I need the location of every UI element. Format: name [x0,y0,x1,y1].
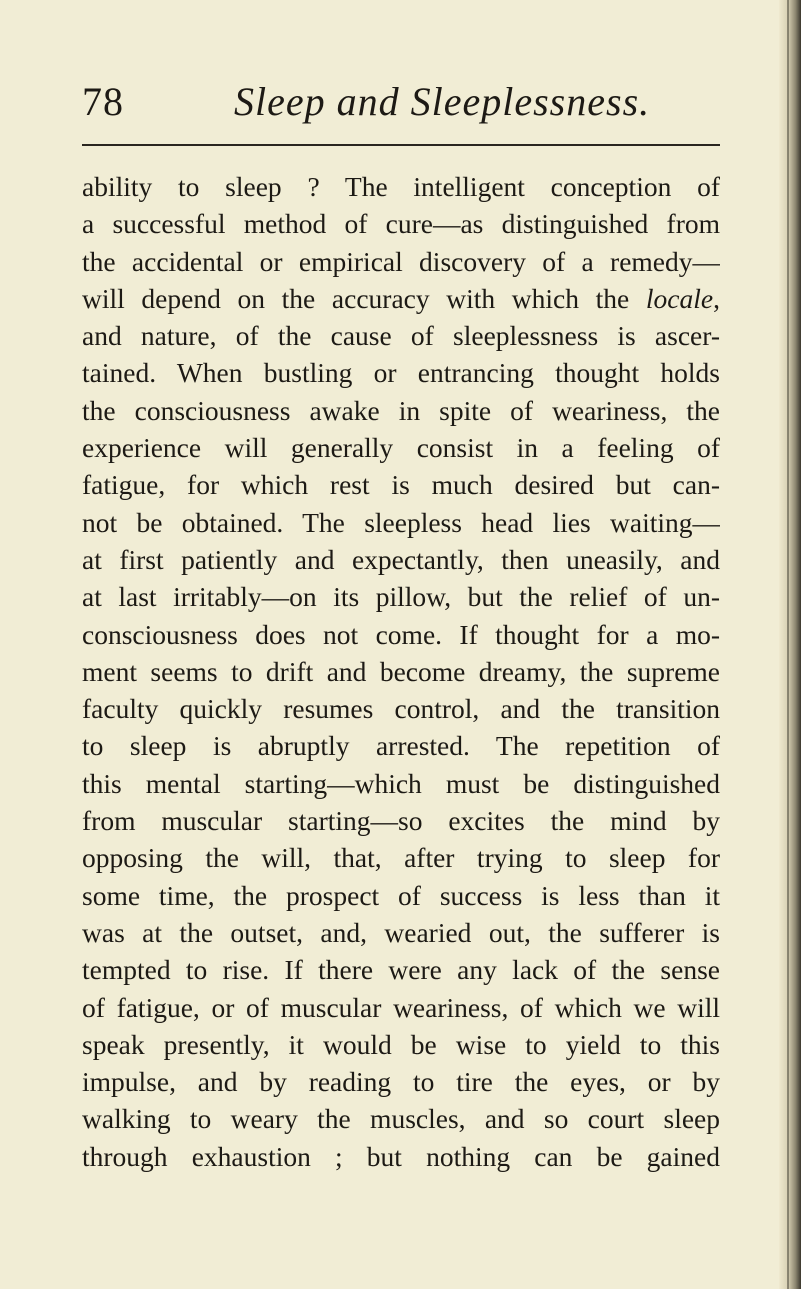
text-line: experience will generally consist in a feeling of [82,432,720,464]
text-line: at first patiently and expectantly, then uneasily, and [82,543,720,575]
text-line: and nature, of the cause of sleeplessness is ascer- [82,320,720,352]
text-line: consciousness does not come. If thought for a mo- [82,618,720,650]
body-text [82,168,720,1175]
text-line: this mental starting—which must be distinguished [82,767,720,799]
text-line: tempted to rise. If there were any lack of the sense [82,954,720,986]
page-header [82,70,722,130]
text-line: a successful method of cure—as distinguished from [82,208,720,240]
running-title: Sleep and Sleeplessness. [234,79,651,124]
text-line: will depend on the accuracy with which the locale, [82,282,720,314]
text-line: to sleep is abruptly arrested. The repetition of [82,730,720,762]
text-line: fatigue, for which rest is much desired but can- [82,469,720,501]
text-line: walking to weary the muscles, and so court sleep [82,1103,720,1135]
text-line: impulse, and by reading to tire the eyes, or by [82,1066,720,1098]
text-line: at last irritably—on its pillow, but the relief of un- [82,581,720,613]
page-gutter-shadow [779,0,801,1289]
text-line: from muscular starting—so excites the mind by [82,805,720,837]
text-line: some time, the prospect of success is less than it [82,879,720,911]
text-line: ability to sleep ? The intelligent conception of [82,171,720,202]
text-line: of fatigue, or of muscular weariness, of which we will [82,991,720,1023]
text-line: the accidental or empirical discovery of a remedy— [82,245,720,277]
text-line: was at the outset, and, wearied out, the sufferer is [82,916,720,948]
page-gutter-edge [787,0,789,1289]
header-rule [82,144,720,146]
text-line: through exhaustion ; but nothing can be gained [82,1140,720,1172]
text-line: speak presently, it would be wise to yield to this [82,1028,720,1060]
text-line: opposing the will, that, after trying to sleep for [82,842,720,874]
text-line: tained. When bustling or entrancing thought holds [82,357,720,389]
text-line: faculty quickly resumes control, and the transition [82,693,720,725]
page-number: 78 [82,79,124,124]
text-line: the consciousness awake in spite of weariness, the [82,394,720,426]
text-line: not be obtained. The sleepless head lies waiting— [82,506,720,538]
text-line: ment seems to drift and become dreamy, the supreme [82,655,720,687]
